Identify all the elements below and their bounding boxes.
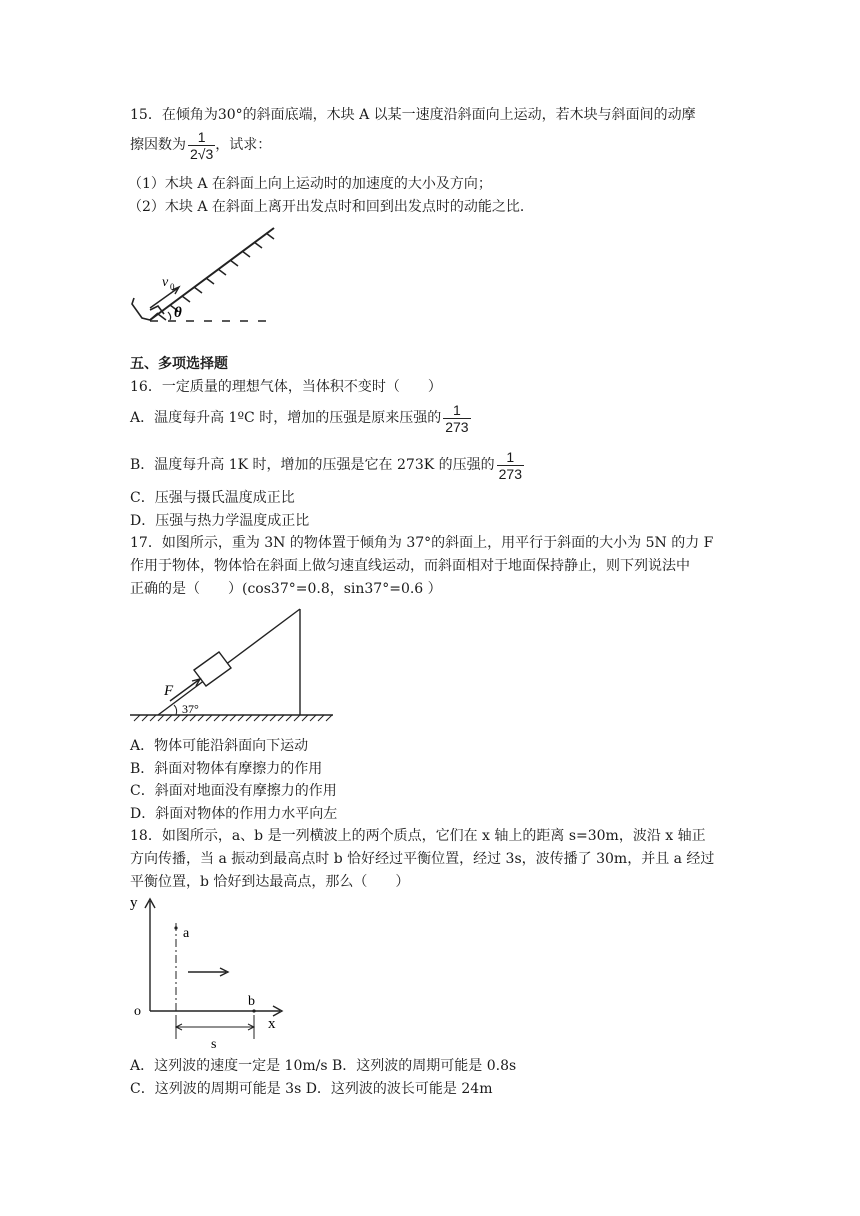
q15-line2-suffix: ，试求：: [215, 137, 272, 153]
force-label: F: [164, 683, 174, 699]
x-axis-label: x: [268, 1016, 276, 1032]
q15-friction-fraction: [188, 129, 215, 162]
particle-b-dot: [252, 1009, 255, 1012]
q16-stem: 16．一定质量的理想气体，当体积不变时（ ）: [130, 379, 442, 395]
block-a-shape: [132, 298, 158, 320]
q18-wave-figure: [128, 893, 288, 1053]
particle-a-label: a: [183, 926, 190, 941]
particle-a-dot: [174, 926, 177, 929]
q16-a-numerator: 1: [453, 401, 461, 418]
q15-sub1: （1）木块 A 在斜面上向上运动时的加速度的大小及方向；: [128, 176, 492, 192]
q15-stem-line1: 15．在倾角为30°的斜面底端，木块 A 以某一速度沿斜面向上运动，若木块与斜面间的动摩: [130, 107, 696, 123]
q15-frac-denominator: 2√3: [190, 145, 214, 162]
q18-stem-line1: 18．如图所示，a、b 是一列横波上的两个质点，它们在 x 轴上的距离 s=30m，波沿 x 轴正: [130, 828, 706, 844]
q17-option-d: D．斜面对物体的作用力水平向左: [130, 806, 338, 822]
q16-b-numerator: 1: [506, 448, 515, 465]
q16-option-b: [130, 447, 524, 483]
q18-options-line2: C．这列波的周期可能是 3s D．这列波的波长可能是 24m: [130, 1081, 493, 1097]
q16-option-d: D．压强与热力学温度成正比: [130, 513, 310, 529]
q18-options-line1: A．这列波的速度一定是 10m/s B．这列波的周期可能是 0.8s: [130, 1058, 517, 1074]
q15-sub2: （2）木块 A 在斜面上离开出发点时和回到出发点时的动能之比．: [128, 199, 534, 215]
incline-surface: [150, 228, 274, 320]
y-axis-label: y: [130, 895, 138, 911]
q18-stem-line3: 平衡位置，b 恰好到达最高点，那么（ ）: [130, 874, 410, 890]
q16-b-denominator: 273: [498, 465, 522, 482]
ground-hatching: [134, 715, 332, 721]
q16-b-fraction: [497, 449, 524, 482]
angle-arc: [174, 705, 177, 715]
section-5-heading: 五、多项选择题: [130, 356, 228, 372]
velocity-subscript: 0: [170, 282, 175, 292]
distance-s-label: s: [211, 1037, 217, 1052]
q16-option-c: C．压强与摄氏温度成正比: [130, 490, 295, 506]
q17-option-b: B．斜面对物体有摩擦力的作用: [130, 761, 323, 777]
velocity-label: v: [162, 275, 169, 290]
q17-stem-line3: 正确的是（ ）(cos37°=0.8，sin37°=0.6 ）: [130, 581, 442, 597]
q16-a-denominator: 273: [445, 418, 469, 435]
angle-theta-label: θ: [174, 305, 182, 321]
q17-option-c: C．斜面对地面没有摩擦力的作用: [130, 783, 337, 799]
q17-option-a: A．物体可能沿斜面向下运动: [130, 738, 309, 754]
incline-hypotenuse: [158, 609, 300, 715]
q18-stem-line2: 方向传播，当 a 振动到最高点时 b 恰好经过平衡位置，经过 3s，波传播了 30m，并且 a 经过: [130, 851, 715, 867]
q17-incline-figure: [128, 605, 338, 730]
origin-label: o: [134, 1004, 141, 1019]
q16-a-text: A．温度每升高 1ºC 时，增加的压强是原来压强的: [130, 410, 442, 426]
q15-frac-numerator: 1: [197, 128, 206, 145]
q17-stem-line2: 作用于物体，物体恰在斜面上做匀速直线运动，而斜面相对于地面保持静止，则下列说法中: [130, 558, 690, 574]
q15-incline-figure: [128, 220, 288, 330]
force-arrow: [170, 679, 200, 701]
q15-stem-line2: [130, 128, 271, 162]
angle-label: 37°: [182, 702, 199, 716]
q16-b-text: B．温度每升高 1K 时，增加的压强是它在 273K 的压强的: [130, 457, 495, 473]
particle-b-label: b: [248, 994, 255, 1009]
q16-a-fraction: [443, 402, 470, 435]
q16-option-a: [130, 400, 471, 436]
q15-line2-prefix: 擦因数为: [130, 137, 186, 153]
q17-stem-line1: 17．如图所示，重为 3N 的物体置于倾角为 37°的斜面上，用平行于斜面的大小为 5N 的力 F: [130, 535, 714, 551]
angle-arc: [168, 312, 171, 320]
